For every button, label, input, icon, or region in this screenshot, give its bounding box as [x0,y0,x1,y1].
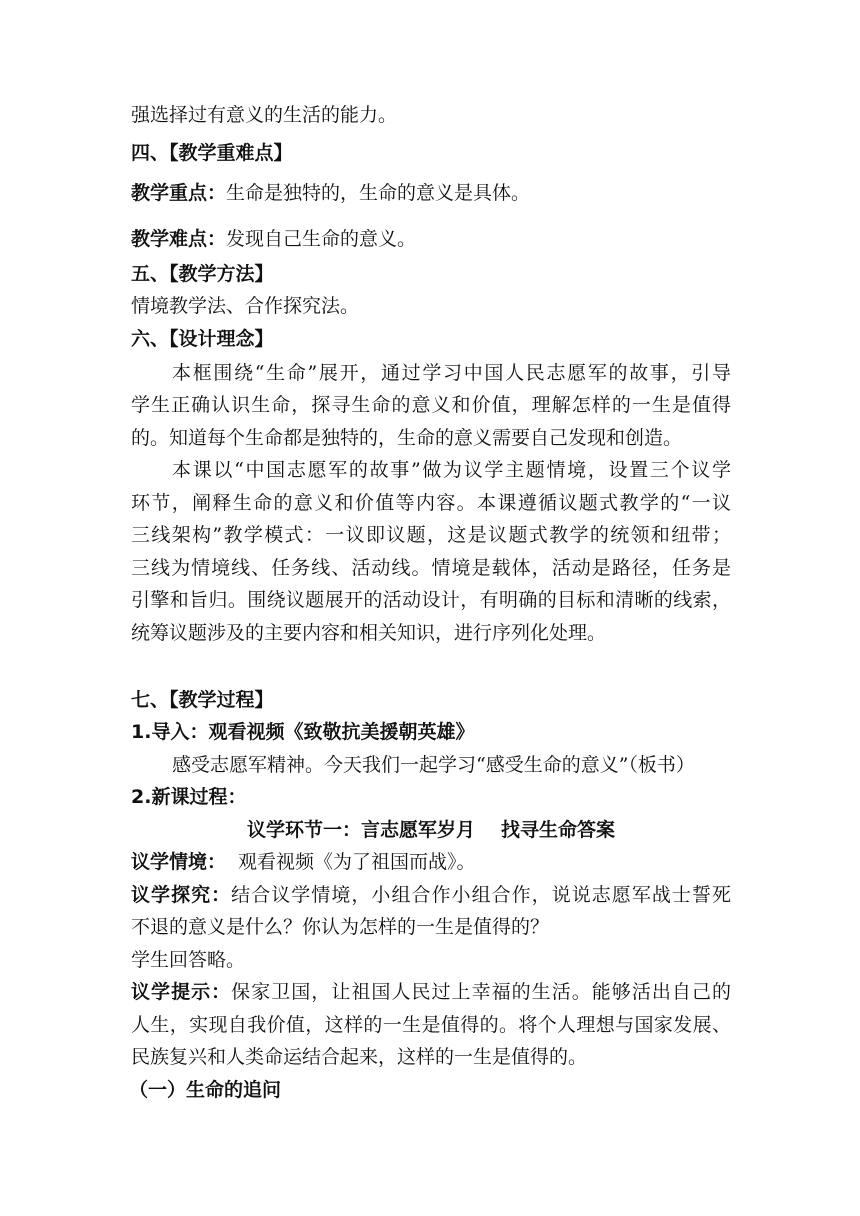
section-heading-6: 六、【设计理念】 [131,328,274,350]
paragraph-line: 统筹议题涉及的主要内容和相关知识，进行序列化处理。 [131,622,607,644]
situation-line [131,850,731,874]
explore-text: 结合议学情境，小组合作小组合作，说说志愿军战士誓死 [231,884,731,906]
difficulty-label: 教学难点： [131,228,227,250]
segment-title-a: 议学环节一：言志愿军岁月 [246,819,475,841]
segment-title-b: 找寻生命答案 [501,819,616,841]
situation-text: 观看视频《为了祖国而战》。 [238,851,476,873]
paragraph-line: 三线为情境线、任务线、活动线。情境是载体，活动是路径，任务是 [131,557,731,579]
section-heading-7: 七、【教学过程】 [131,689,274,711]
difficulty-line [131,227,731,251]
section-heading-5: 五、【教学方法】 [131,263,274,285]
subsection-heading: （一）生命的追问 [129,1079,282,1101]
new-lesson-heading: 2.新课过程： [131,786,247,808]
tip-text-3: 民族复兴和人类命运结合起来，这样的一生是值得的。 [131,1046,588,1068]
tip-text-2: 人生，实现自我价值，这样的一生是值得的。将个人理想与国家发展、 [131,1014,731,1036]
tip-label: 议学提示： [131,981,232,1003]
answer-line: 学生回答略。 [131,949,246,971]
difficulty-text: 发现自己生命的意义。 [226,228,417,250]
key-point-label: 教学重点： [131,182,227,204]
key-point-text: 生命是独特的，生命的意义是具体。 [226,182,531,204]
explore-line [131,883,731,907]
paragraph-line: 环节，阐释生命的意义和价值等内容。本课遵循议题式教学的“一议 [131,492,731,514]
explore-text-2: 不退的意义是什么？你认为怎样的一生是值得的？ [131,916,550,938]
intro-heading: 1.导入：观看视频《致敬抗美援朝英雄》 [131,721,475,743]
intro-text: 感受志愿军精神。今天我们一起学习“感受生命的意义”（板书） [172,754,695,776]
paragraph-line: 学生正确认识生命，探寻生命的意义和价值，理解怎样的一生是值得 [131,394,731,416]
paragraph-line: 引擎和旨归。围绕议题展开的活动设计，有明确的目标和清晰的线索， [131,589,731,611]
paragraph-line: 的。知道每个生命都是独特的，生命的意义需要自己发现和创造。 [131,427,683,449]
text-line: 强选择过有意义的生活的能力。 [131,104,398,126]
paragraph-line: 本课以“中国志愿军的故事”做为议学主题情境，设置三个议学 [172,459,731,481]
key-point-line [131,181,731,205]
tip-text: 保家卫国，让祖国人民过上幸福的生活。能够活出自己的 [231,981,731,1003]
explore-label: 议学探究： [131,884,232,906]
situation-label: 议学情境： [131,851,227,873]
tip-line [131,980,731,1004]
section-heading-4: 四、【教学重难点】 [131,142,293,164]
segment-title [131,818,731,842]
paragraph-line: 三线架构”教学模式：一议即议题，这是议题式教学的统领和纽带； [131,524,731,546]
method-line: 情境教学法、合作探究法。 [131,295,360,317]
paragraph-line: 本框围绕“生命”展开，通过学习中国人民志愿军的故事，引导 [172,362,731,384]
